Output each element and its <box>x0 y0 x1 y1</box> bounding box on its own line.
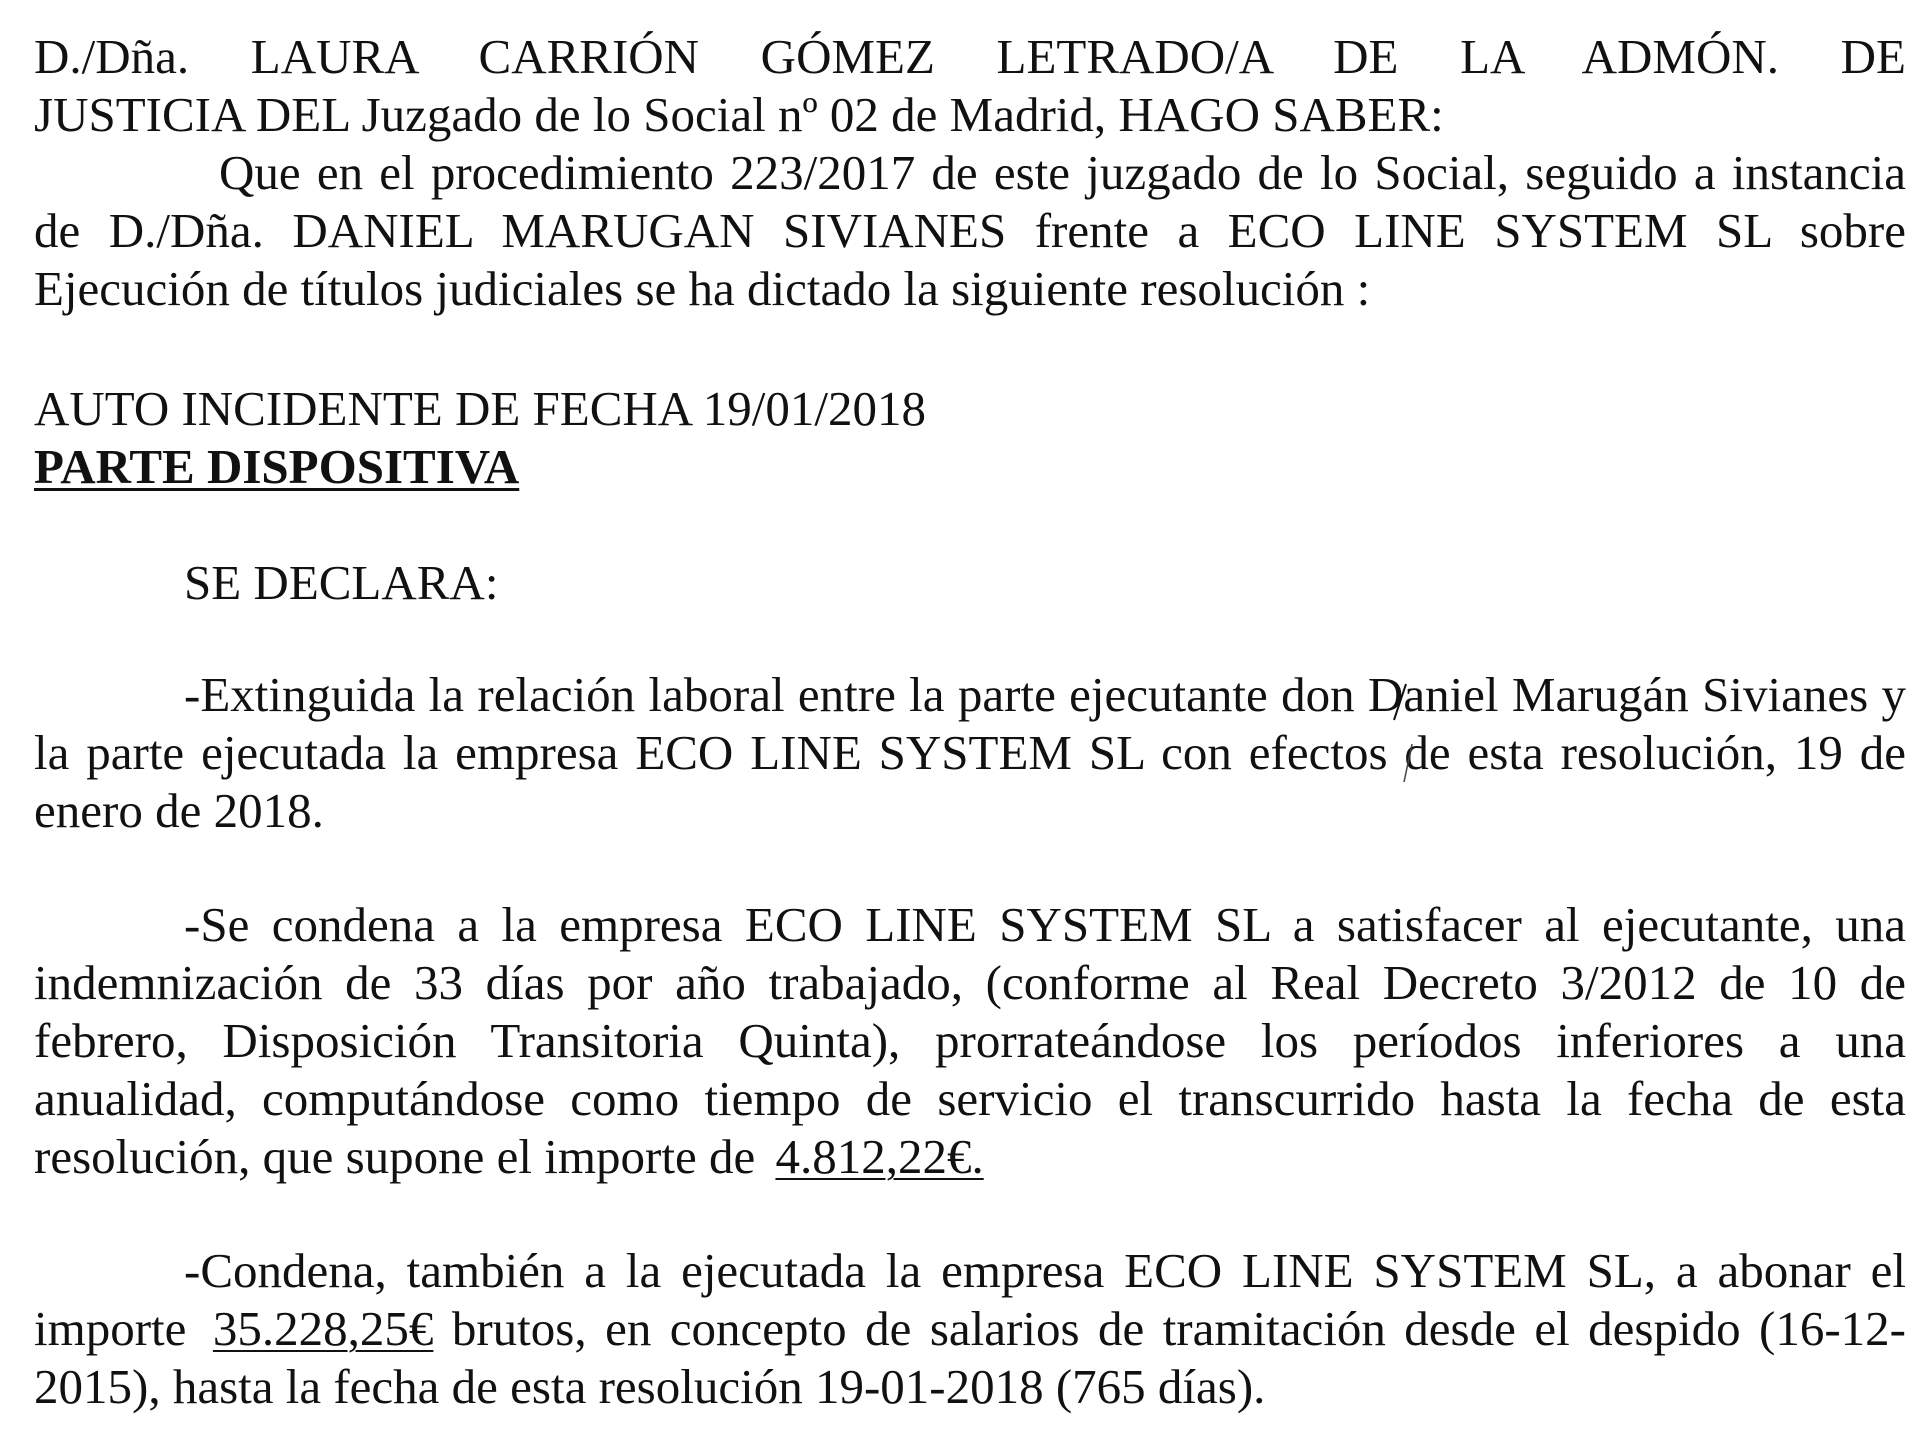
paragraph-indemnization-text: -Se condena a la empresa ECO LINE SYSTEM SL a satisfacer al ejecutante, una indemnización de 33 días por año trabajado, (conforme al Real Decreto 3/2012 de 10 de febrero, Disposición Transitoria Quinta), prorrateándose los períodos inferiores a una anualidad, computándose como tiempo de servicio el transcurrido hasta la fecha de esta resolución, que supone el importe de <box>34 897 1906 1184</box>
paragraph-salaries-after: brutos, en concepto de salarios de tramitación desde el despido (16-12-2015), hasta la fecha de esta resolución 19-01-2018 (765 días). <box>34 1301 1906 1414</box>
paragraph-salaries-before: -Condena, también a la ejecutada la empresa ECO LINE SYSTEM SL, a abonar el importe <box>34 1243 1906 1356</box>
heading-line-2: JUSTICIA DEL Juzgado de lo Social nº 02 de Madrid, HAGO SABER: <box>34 87 1444 142</box>
paragraph-indemnization <box>34 896 1906 1186</box>
paragraph-salaries <box>34 1242 1906 1416</box>
auto-title: AUTO INCIDENTE DE FECHA 19/01/2018 <box>34 381 926 436</box>
section-title: PARTE DISPOSITIVA <box>34 439 520 494</box>
handwritten-stroke-mark <box>1388 680 1412 724</box>
declara-heading: SE DECLARA: <box>184 555 499 610</box>
paragraph-extinction: -Extinguida la relación laboral entre la parte ejecutante don Daniel Marugán Sivianes y la parte ejecutada la empresa ECO LINE SYSTEM SL con efectos de esta resolución, 19 de enero de 2018. <box>34 667 1906 838</box>
salaries-amount: 35.228,25€ <box>212 1301 434 1356</box>
handwritten-stroke-mark-2 <box>1400 742 1416 784</box>
heading-line-1: D./Dña. LAURA CARRIÓN GÓMEZ LETRADO/A DE LA ADMÓN. DE <box>34 29 1906 84</box>
document-heading <box>34 28 1906 144</box>
section-title-wrapper <box>34 438 1906 496</box>
indemnization-amount: 4.812,22€. <box>775 1129 984 1184</box>
intro-paragraph: Que en el procedimiento 223/2017 de este juzgado de lo Social, seguido a instancia de D./Dña. DANIEL MARUGAN SIVIANES frente a ECO LINE SYSTEM SL sobre Ejecución de títulos judiciales se ha dictado la siguiente resolución : <box>34 145 1906 316</box>
